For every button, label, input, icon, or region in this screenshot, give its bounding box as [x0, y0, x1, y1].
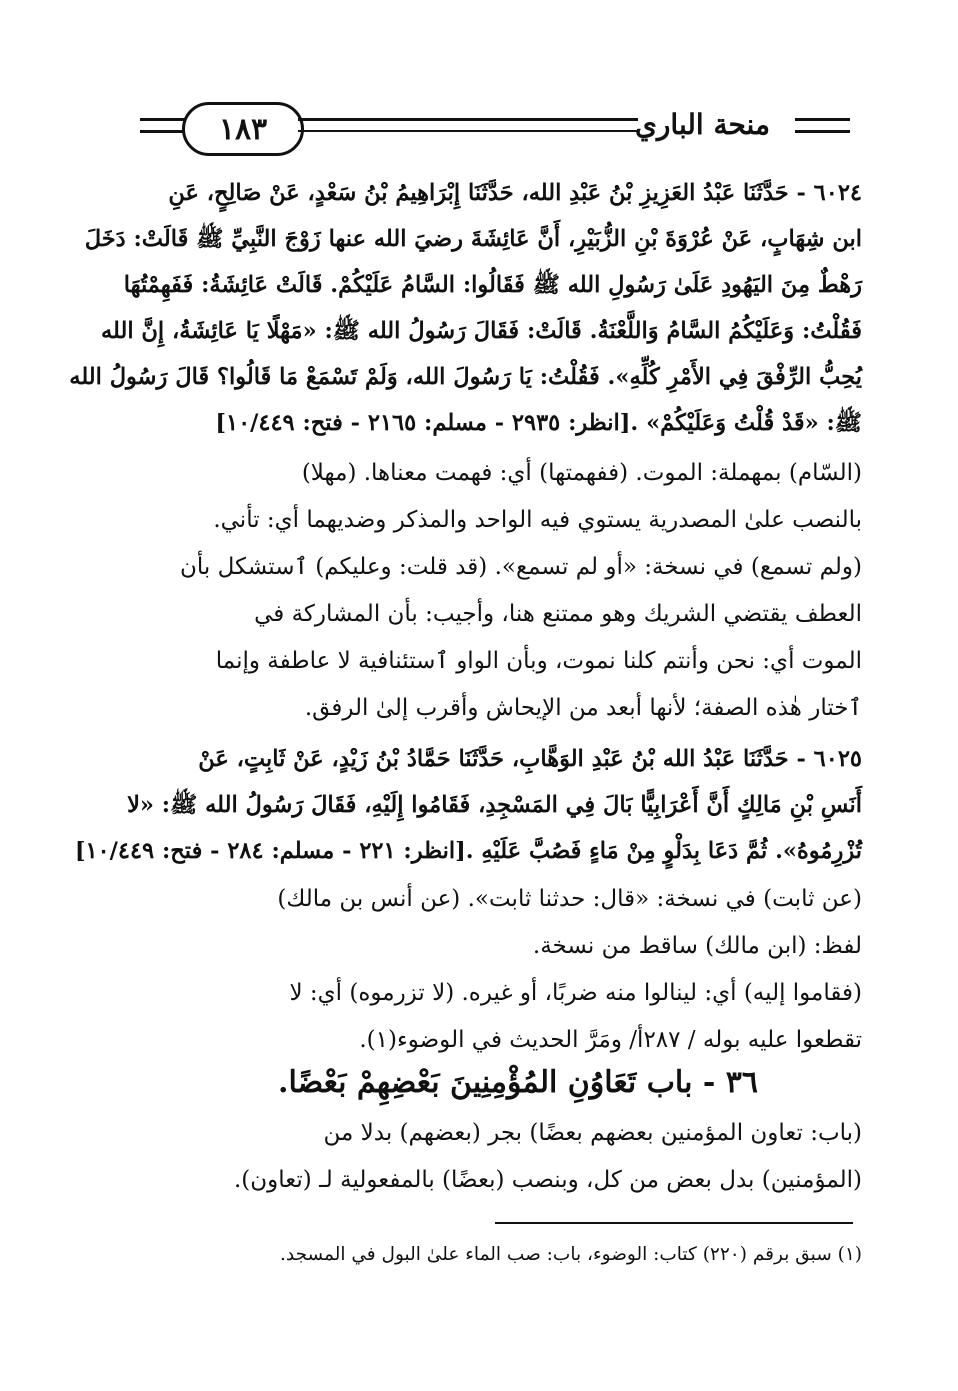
hadith-6024-line: رَهْطٌ مِنَ اليَهُودِ عَلَىٰ رَسُولِ الله ﷺ فَقَالُوا: السَّامُ عَلَيْكُمْ. قَالَتْ عَائِشَةُ: فَفَهِمْتُهَا: [123, 272, 862, 298]
commentary-line: (ولم تسمع) في نسخة: «أو لم تسمع». (قد قلت: وعليكم) ٱستشكل بأن: [180, 554, 862, 580]
hadith-6024-line: ﷺ: «قَدْ قُلْتُ وَعَلَيْكُمْ» .[انظر: ٢٩٣٥ - مسلم: ٢١٦٥ - فتح: ١٠/٤٤٩]: [215, 410, 862, 436]
commentary-line: تقطعوا عليه بوله / ٢٨٧أ/ ومَرَّ الحديث في الوضوء(١).: [359, 1027, 862, 1053]
hadith-6025-line: أَنَسِ بْنِ مَالِكٍ أَنَّ أَعْرَابِيًّا بَالَ فِي المَسْجِدِ، فَقَامُوا إِلَيْهِ، فَقَالَ رَسُولُ الله ﷺ: «لا: [127, 792, 862, 818]
header-rule-right-top: [795, 118, 850, 121]
hadith-6024-line: ٦٠٢٤ - حَدَّثَنَا عَبْدُ العَزِيزِ بْنُ عَبْدِ الله، حَدَّثَنَا إِبْرَاهِيمُ بْنُ سَعْدٍ، عَنْ صَالِحٍ، عَنِ: [168, 180, 862, 206]
commentary-line: (باب: تعاون المؤمنين بعضهم بعضًا) بجر (بعضهم) بدلا من: [323, 1120, 862, 1146]
commentary-line: الموت أي: نحن وأنتم كلنا نموت، وبأن الواو ٱستئنافية لا عاطفة وإنما: [215, 648, 862, 674]
page-header: [130, 100, 850, 152]
commentary-line: العطف يقتضي الشريك وهو ممتنع هنا، وأجيب: بأن المشاركة في: [254, 601, 862, 627]
commentary-line: (عن ثابت) في نسخة: «قال: حدثنا ثابت». (عن أنس بن مالك): [277, 886, 862, 912]
chapter-heading: ٣٦ - باب تَعَاوُنِ المُؤْمِنِينَ بَعْضِهِمْ بَعْضًا.: [278, 1065, 758, 1100]
page-number: ١٨٣: [218, 111, 268, 147]
commentary-line: لفظ: (ابن مالك) ساقط من نسخة.: [532, 933, 862, 959]
commentary-line: (فقاموا إليه) أي: لينالوا منه ضربًا، أو غيره. (لا تزرموه) أي: لا: [289, 980, 862, 1006]
hadith-6024-line: ابن شِهَابٍ، عَنْ عُرْوَةَ بْنِ الزُّبَيْرِ، أَنَّ عَائِشَةَ رضيَ الله عنها زَوْجَ النَّبِيِّ ﷺ قَالَتْ: دَخَلَ: [84, 226, 862, 252]
hadith-6024-line: يُحِبُّ الرِّفْقَ فِي الأَمْرِ كُلِّهِ». فَقُلْتُ: يَا رَسُولَ الله، وَلَمْ تَسْمَعْ مَا قَالُوا؟ قَالَ رَسُولُ الله: [69, 364, 862, 390]
footnote-rule: [495, 1222, 853, 1224]
hadith-6024-line: فَقُلْتُ: وَعَلَيْكُمُ السَّامُ وَاللَّعْنَةُ. قَالَتْ: فَقَالَ رَسُولُ الله ﷺ: «مَهْلًا يَا عَائِشَةُ، إِنَّ الله: [100, 318, 862, 344]
commentary-line: (السّام) بمهملة: الموت. (ففهمتها) أي: فهمت معناها. (مهلا): [301, 460, 862, 486]
hadith-6025-line: ٦٠٢٥ - حَدَّثَنَا عَبْدُ الله بْنُ عَبْدِ الوَهَّابِ، حَدَّثَنَا حَمَّادُ بْنُ زَيْدٍ، عَنْ ثَابِتٍ، عَنْ: [198, 746, 862, 772]
commentary-line: ٱختار هٰذه الصفة؛ لأنها أبعد من الإيحاش وأقرب إلىٰ الرفق.: [304, 695, 862, 721]
header-rule-middle-bottom: [298, 130, 638, 132]
running-title: منحة الباري: [634, 108, 770, 141]
commentary-line: بالنصب علىٰ المصدرية يستوي فيه الواحد والمذكر وضديهما أي: تأني.: [213, 507, 862, 533]
header-rule-right-bottom: [795, 130, 850, 133]
page-number-badge: [182, 102, 304, 156]
footnote: (١) سبق برقم (٢٢٠) كتاب: الوضوء، باب: صب الماء علىٰ البول في المسجد.: [280, 1244, 862, 1265]
hadith-6025-line: تُزْرِمُوهُ». ثُمَّ دَعَا بِدَلْوٍ مِنْ مَاءٍ فَصُبَّ عَلَيْهِ .[انظر: ٢٢١ - مسلم: ٢٨٤ - فتح: ١٠/٤٤٩]: [74, 838, 862, 864]
commentary-line: (المؤمنين) بدل بعض من كل، وبنصب (بعضًا) بالمفعولية لـ (تعاون).: [234, 1167, 862, 1193]
header-rule-middle-top: [298, 118, 638, 121]
